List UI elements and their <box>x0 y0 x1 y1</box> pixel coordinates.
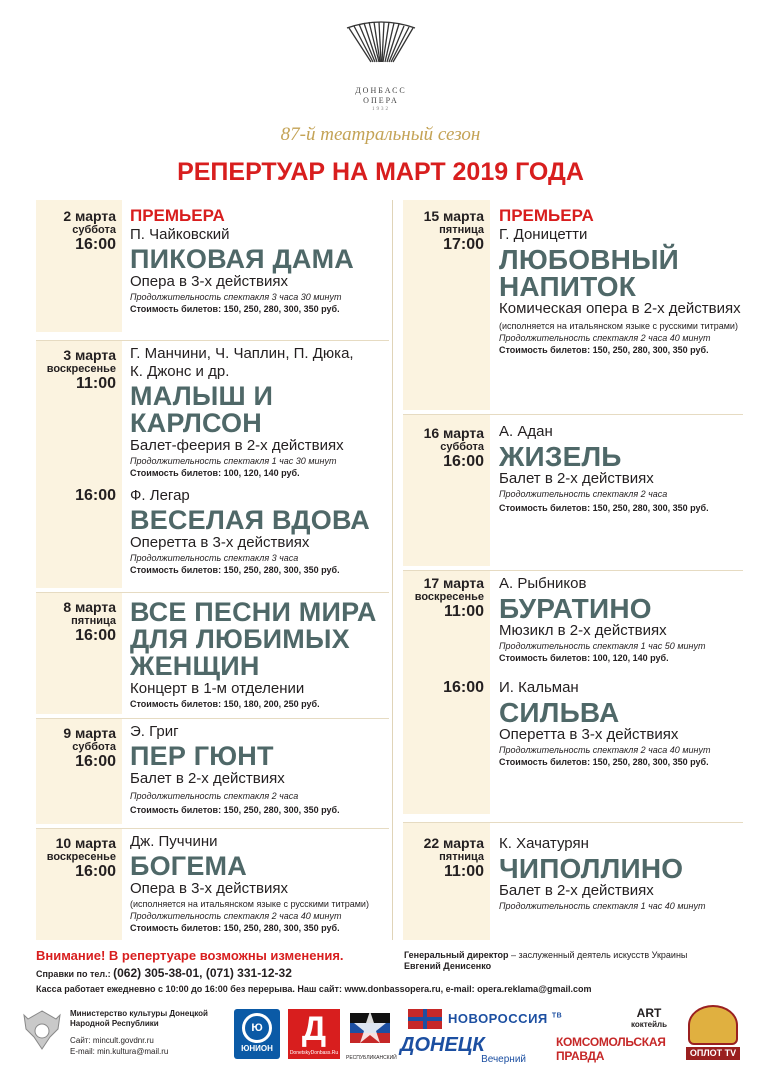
show-duration: Продолжительность спектакля 3 часа <box>130 553 299 563</box>
show-author: А. Адан <box>499 423 553 440</box>
show-title: ПЕР ГЮНТ <box>130 741 274 771</box>
show-date: 17 марта <box>423 575 484 591</box>
schedule-entry <box>403 200 743 410</box>
show-title: БУРАТИНО <box>499 593 652 624</box>
show-title: ДЛЯ ЛЮБИМЫХ <box>130 624 350 654</box>
show-weekday: воскресенье <box>46 851 116 863</box>
ticket-price: Стоимость билетов: 150, 250, 280, 300, 350 руб. <box>499 345 709 355</box>
ticket-price: Стоимость билетов: 150, 250, 280, 300, 350 руб. <box>130 304 340 314</box>
republican-text: РЕСПУБЛИКАНСКИЙ <box>346 1055 397 1061</box>
phones-label: Справки по тел.: <box>36 969 111 979</box>
show-title: ЖИЗЕЛЬ <box>499 441 622 472</box>
ticket-price: Стоимость билетов: 150, 250, 280, 300, 350 руб. <box>499 503 709 513</box>
show-info <box>499 423 743 514</box>
box-office-info: Касса работает ежедневно с 10:00 до 16:00 без перерыва. Наш сайт: www.donbassopera.ru, e-mail: opera.reklama@gmail.com <box>36 984 592 994</box>
show-author: Ф. Легар <box>130 487 190 504</box>
show-time: 16:00 <box>75 627 116 644</box>
show-genre: Оперетта в 3-х действиях <box>130 534 310 551</box>
novorossia-tv-logo <box>400 1005 590 1035</box>
date-box <box>36 593 122 714</box>
show-info <box>499 206 743 356</box>
show-duration: Продолжительность спектакля 2 часа 40 минут <box>499 333 711 343</box>
show-time: 11:00 <box>443 603 484 620</box>
schedule-entry <box>36 592 389 714</box>
show-genre: Комическая опера в 2-х действиях <box>499 300 741 317</box>
art-cocktail-logo <box>624 1007 674 1033</box>
show-duration: Продолжительность спектакля 2 часа 40 минут <box>130 911 342 921</box>
donetsky-donbass-logo <box>288 1009 340 1059</box>
novorossia-name: НОВОРОССИЯ <box>448 1011 548 1026</box>
repertoire-left-column <box>36 200 389 940</box>
show-info <box>130 723 389 816</box>
show-date: 9 марта <box>63 725 116 741</box>
donetsk-name: ДОНЕЦК <box>400 1034 485 1056</box>
show-duration: Продолжительность спектакля 1 час 40 минут <box>499 901 706 911</box>
d-letter: Д <box>301 1010 327 1048</box>
show-date: 15 марта <box>423 208 484 224</box>
ministry-name: Министерство культуры Донецкой Народной Республики <box>70 1009 208 1028</box>
show-duration: Продолжительность спектакля 1 час 50 минут <box>499 641 706 651</box>
show-weekday: суббота <box>72 741 116 753</box>
komsomolskaya-pravda-logo <box>530 1035 680 1065</box>
date-box <box>36 829 122 940</box>
novorossia-tv: ТВ <box>551 1012 563 1020</box>
show-duration: Продолжительность спектакля 1 час 30 минут <box>130 456 337 466</box>
director-name: Евгений Денисенко <box>404 961 492 971</box>
kp-name: КОМСОМОЛЬСКАЯ ПРАВДА <box>556 1035 666 1063</box>
donetsk-sub: Вечерний <box>481 1054 526 1065</box>
novorossia-flag-icon <box>408 1009 442 1029</box>
donbass-opera-logo <box>333 18 429 112</box>
show-weekday: пятница <box>71 615 116 627</box>
date-box <box>403 823 490 940</box>
schedule-entry <box>403 822 743 940</box>
union-tv-logo <box>234 1009 280 1059</box>
show-info <box>130 345 389 479</box>
show-info <box>499 835 743 912</box>
director-title: – заслуженный деятель искусств Украины <box>508 950 688 960</box>
art-sub: коктейль <box>630 1020 668 1029</box>
show-time: 16:00 <box>75 863 116 880</box>
schedule-entry <box>36 718 389 824</box>
ministry-email: E-mail: min.kultura@mail.ru <box>70 1047 169 1056</box>
show-weekday: воскресенье <box>414 591 484 603</box>
show-time: 16:00 <box>75 753 116 770</box>
show-genre: Концерт в 1-м отделении <box>130 680 305 697</box>
season-label: 87-й театральный сезон <box>280 124 481 145</box>
show-title: БОГЕМА <box>130 851 247 881</box>
show-author-cont: К. Джонс и др. <box>130 363 230 380</box>
show-title: НАПИТОК <box>499 271 636 302</box>
show-time: 16:00 <box>75 487 116 504</box>
director-role: Генеральный директор <box>404 950 509 960</box>
ticket-price: Стоимость билетов: 150, 250, 280, 300, 350 руб. <box>130 805 340 815</box>
show-title: СИЛЬВА <box>499 697 620 728</box>
schedule-entry <box>36 340 389 588</box>
show-weekday: суббота <box>440 441 484 453</box>
logo-text-opera: ОПЕРА <box>363 96 399 105</box>
show-date: 2 марта <box>63 208 116 224</box>
premiere-badge: ПРЕМЬЕРА <box>130 206 225 225</box>
d-site: DonetskyDonbass.Ru <box>289 1050 339 1056</box>
show-time: 11:00 <box>443 863 484 880</box>
union-name: ЮНИОН <box>241 1044 273 1053</box>
schedule-entry <box>403 414 743 566</box>
show-title: КАРЛСОН <box>130 408 262 438</box>
logo-text-donbass: ДОНБАСС <box>355 86 407 95</box>
show-weekday: пятница <box>439 851 484 863</box>
republican-logo <box>346 1009 397 1061</box>
ticket-price: Стоимость билетов: 150, 250, 280, 300, 350 руб. <box>130 923 340 933</box>
show-time: 16:00 <box>443 679 484 696</box>
date-box <box>403 200 490 410</box>
show-date: 8 марта <box>63 599 116 615</box>
show-weekday: воскресенье <box>46 363 116 375</box>
opera-fan-icon <box>341 18 421 66</box>
show-time: 16:00 <box>75 236 116 253</box>
show-weekday: суббота <box>72 224 116 236</box>
show-genre: Опера в 3-х действиях <box>130 273 288 290</box>
premiere-badge: ПРЕМЬЕРА <box>499 206 594 225</box>
oplot-name: ОПЛОТ TV <box>686 1047 740 1060</box>
show-author: Дж. Пуччини <box>130 833 218 850</box>
change-warning: Внимание! В репертуаре возможны изменения. <box>36 948 344 963</box>
show-author: Г. Манчини, Ч. Чаплин, П. Дюка, <box>130 345 354 362</box>
show-duration: Продолжительность спектакля 2 часа 40 минут <box>499 745 711 755</box>
date-box <box>36 719 122 824</box>
show-date: 10 марта <box>55 835 116 851</box>
show-title: ЧИПОЛЛИНО <box>499 853 684 884</box>
show-info <box>130 599 389 710</box>
eagle-crest-icon <box>20 1007 64 1053</box>
show-duration: Продолжительность спектакля 2 часа <box>499 489 668 499</box>
show-genre: Балет в 2-х действиях <box>499 470 654 487</box>
show-duration: Продолжительность спектакля 3 часа 30 минут <box>130 292 342 302</box>
director-credit <box>404 950 724 972</box>
show-date: 22 марта <box>423 835 484 851</box>
show-date: 3 марта <box>63 347 116 363</box>
show-genre: Опера в 3-х действиях <box>130 880 288 897</box>
show-genre: Балет в 2-х действиях <box>499 882 654 899</box>
show-info <box>130 487 389 576</box>
date-box <box>36 341 122 588</box>
show-title: ЛЮБОВНЫЙ <box>499 244 680 275</box>
show-note: (исполняется на итальянском языке с русскими титрами) <box>130 899 369 909</box>
schedule-entry <box>403 570 743 814</box>
show-date: 16 марта <box>423 425 484 441</box>
oplot-emblem-icon <box>688 1005 738 1045</box>
show-author: П. Чайковский <box>130 226 230 243</box>
sponsor-logos <box>20 1005 741 1075</box>
repertoire-right-column <box>403 200 743 940</box>
show-genre: Балет-феерия в 2-х действиях <box>130 437 344 454</box>
date-box <box>36 200 122 332</box>
show-duration: Продолжительность спектакля 2 часа <box>130 791 299 801</box>
show-info <box>130 833 389 934</box>
show-genre: Балет в 2-х действиях <box>130 770 285 787</box>
show-author: К. Хачатурян <box>499 835 589 852</box>
ticket-price: Стоимость билетов: 100, 120, 140 руб. <box>499 653 669 663</box>
show-time: 11:00 <box>75 375 116 392</box>
show-title: ВЕСЕЛАЯ ВДОВА <box>130 505 370 535</box>
show-author: А. Рыбников <box>499 575 587 592</box>
show-info <box>130 206 389 315</box>
schedule-entry <box>36 828 389 940</box>
column-divider <box>392 200 393 940</box>
star-flag-icon <box>346 1009 394 1049</box>
show-info <box>499 575 743 664</box>
show-info <box>499 679 743 768</box>
phone-numbers: (062) 305-38-01, (071) 331-12-32 <box>113 966 292 980</box>
ticket-price: Стоимость билетов: 150, 180, 200, 250 руб. <box>130 699 320 709</box>
show-author: И. Кальман <box>499 679 579 696</box>
union-ring-icon: Ю <box>242 1013 272 1043</box>
show-author: Г. Доницетти <box>499 226 588 243</box>
show-title: ЖЕНЩИН <box>130 651 260 681</box>
ticket-price: Стоимость билетов: 100, 120, 140 руб. <box>130 468 300 478</box>
page-title: РЕПЕРТУАР НА МАРТ 2019 ГОДА <box>177 158 584 186</box>
ministry-site: Сайт: mincult.govdnr.ru <box>70 1036 154 1045</box>
vecherniy-donetsk-logo <box>400 1035 526 1063</box>
show-genre: Оперетта в 3-х действиях <box>499 726 679 743</box>
show-time: 16:00 <box>443 453 484 470</box>
ticket-price: Стоимость билетов: 150, 250, 280, 300, 350 руб. <box>499 757 709 767</box>
oplot-tv-logo <box>686 1005 740 1065</box>
show-author: Э. Григ <box>130 723 179 740</box>
show-title: МАЛЫШ И <box>130 381 274 411</box>
show-genre: Мюзикл в 2-х действиях <box>499 622 667 639</box>
show-weekday: пятница <box>439 224 484 236</box>
ministry-logo <box>20 1005 230 1065</box>
logo-year: 1932 <box>372 107 390 112</box>
date-box <box>403 571 490 814</box>
show-note: (исполняется на итальянском языке с русскими титрами) <box>499 321 738 331</box>
show-title: ПИКОВАЯ ДАМА <box>130 244 354 274</box>
art-name: ART <box>636 1006 662 1020</box>
phone-info <box>36 966 292 980</box>
schedule-entry <box>36 200 389 332</box>
show-title: ВСЕ ПЕСНИ МИРА <box>130 597 377 627</box>
date-box <box>403 415 490 566</box>
show-time: 17:00 <box>443 236 484 253</box>
ticket-price: Стоимость билетов: 150, 250, 280, 300, 350 руб. <box>130 565 340 575</box>
